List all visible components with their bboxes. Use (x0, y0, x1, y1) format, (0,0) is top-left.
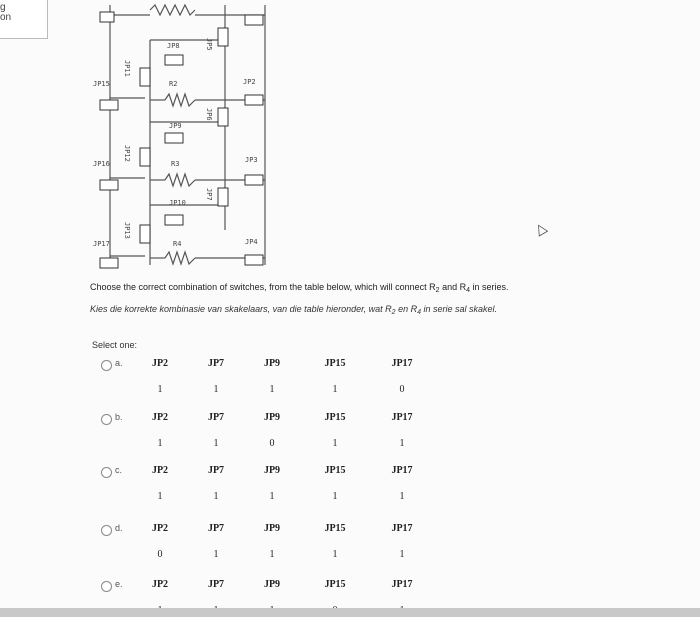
option-value: 1 (269, 491, 275, 502)
option-header-jp2: JP2 (151, 465, 169, 476)
option-value: 1 (213, 491, 219, 502)
option-header-jp17: JP17 (391, 579, 413, 590)
option-value: 1 (269, 384, 275, 395)
corner-text-1: g (0, 2, 6, 13)
mouse-cursor-icon: △ (531, 218, 549, 238)
option-radio-0[interactable] (101, 360, 112, 371)
option-value: 1 (332, 491, 338, 502)
option-value: 1 (332, 438, 338, 449)
option-header-jp7: JP7 (207, 523, 225, 534)
label-jp5: JP5 (205, 38, 213, 51)
option-header-jp2: JP2 (151, 412, 169, 423)
option-letter: b. (115, 412, 123, 422)
option-letter: e. (115, 579, 123, 589)
option-value: 1 (213, 549, 219, 560)
option-header-jp15: JP15 (324, 412, 346, 423)
label-jp16: JP16 (93, 160, 110, 168)
option-letter: a. (115, 358, 123, 368)
corner-text-2: on (0, 12, 12, 23)
option-header-jp2: JP2 (151, 358, 169, 369)
option-header-jp7: JP7 (207, 465, 225, 476)
select-one-label: Select one: (92, 340, 138, 350)
circuit-diagram (85, 0, 285, 275)
option-header-jp2: JP2 (151, 523, 169, 534)
label-jp15: JP15 (93, 80, 110, 88)
question-afrikaans: Kies die korrekte kombinasie van skakelaars, van die table hieronder, wat $R_2$ en $R_4$ in serie sal skakel. (90, 304, 498, 316)
option-value: 1 (332, 549, 338, 560)
option-value: 1 (157, 438, 163, 449)
label-jp8: JP8 (167, 42, 180, 50)
option-header-jp17: JP17 (391, 412, 413, 423)
option-value: 1 (399, 491, 405, 502)
option-value: 1 (399, 438, 405, 449)
label-jp10: JP10 (169, 199, 186, 207)
option-header-jp9: JP9 (263, 579, 281, 590)
option-header-jp17: JP17 (391, 465, 413, 476)
label-r2: R2 (169, 80, 178, 88)
label-jp6: JP6 (205, 108, 213, 121)
option-radio-4[interactable] (101, 581, 112, 592)
option-value: 1 (157, 384, 163, 395)
option-header-jp17: JP17 (391, 523, 413, 534)
label-jp3: JP3 (245, 156, 258, 164)
option-value: 0 (157, 549, 163, 560)
option-value: 1 (399, 549, 405, 560)
label-jp12: JP12 (123, 145, 131, 162)
label-jp9: JP9 (169, 122, 182, 130)
option-radio-1[interactable] (101, 414, 112, 425)
option-header-jp7: JP7 (207, 412, 225, 423)
option-value: 1 (213, 438, 219, 449)
bottom-scrollbar[interactable] (0, 608, 700, 617)
option-radio-2[interactable] (101, 467, 112, 478)
option-letter: d. (115, 523, 123, 533)
option-value: 1 (157, 491, 163, 502)
option-value: 0 (399, 384, 405, 395)
option-header-jp2: JP2 (151, 579, 169, 590)
option-header-jp15: JP15 (324, 523, 346, 534)
label-jp17: JP17 (93, 240, 110, 248)
option-header-jp9: JP9 (263, 523, 281, 534)
option-header-jp9: JP9 (263, 412, 281, 423)
option-header-jp17: JP17 (391, 358, 413, 369)
option-header-jp15: JP15 (324, 358, 346, 369)
option-header-jp15: JP15 (324, 579, 346, 590)
label-jp11: JP11 (123, 60, 131, 77)
corner-panel (0, 0, 48, 39)
option-value: 0 (269, 438, 275, 449)
question-english: Choose the correct combination of switches, from the table below, which will connect $R_2$ and $R_4$ in series. (90, 282, 509, 294)
option-header-jp9: JP9 (263, 358, 281, 369)
option-radio-3[interactable] (101, 525, 112, 536)
option-letter: c. (115, 465, 123, 475)
option-value: 1 (269, 549, 275, 560)
label-r3: R3 (171, 160, 180, 168)
option-value: 1 (213, 384, 219, 395)
label-jp7: JP7 (205, 188, 213, 201)
label-r4: R4 (173, 240, 182, 248)
option-header-jp7: JP7 (207, 579, 225, 590)
option-header-jp7: JP7 (207, 358, 225, 369)
option-header-jp15: JP15 (324, 465, 346, 476)
label-jp13: JP13 (123, 222, 131, 239)
label-jp2: JP2 (243, 78, 256, 86)
label-jp4: JP4 (245, 238, 258, 246)
option-header-jp9: JP9 (263, 465, 281, 476)
option-value: 1 (332, 384, 338, 395)
